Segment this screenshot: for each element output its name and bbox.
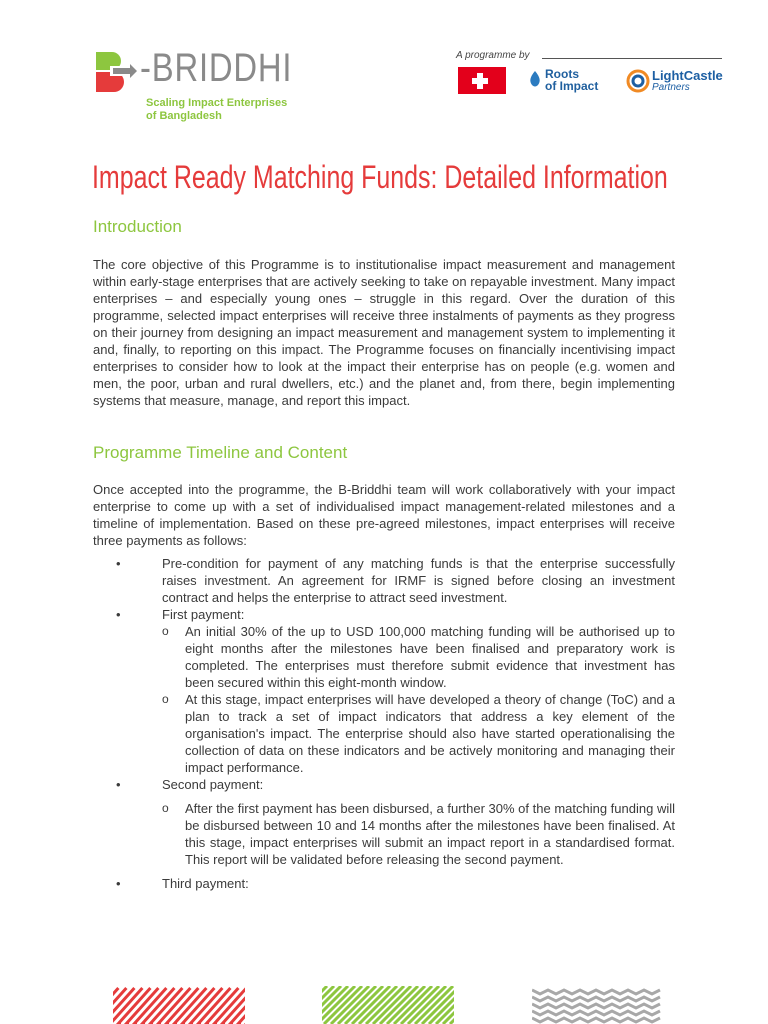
bullet-icon: • xyxy=(116,556,121,571)
b-briddhi-logo xyxy=(94,46,314,130)
list-item xyxy=(93,875,675,892)
zigzag-line xyxy=(532,1004,660,1008)
zigzag-line xyxy=(532,1018,660,1022)
green-stripe-pattern xyxy=(322,986,454,1024)
bullet-icon: • xyxy=(116,607,121,622)
sub-list-item-text: An initial 30% of the up to USD 100,000 matching funding will be authorised up to eight months after the milestones have been finalised and preparatory work is completed. The enterprises must therefore submit evidence that investment has been secured within this eight-month window. xyxy=(185,624,675,690)
list-item-text: Second payment: xyxy=(162,777,264,792)
roots-of-impact-name: Roots of Impact xyxy=(545,67,599,93)
zigzag-line xyxy=(532,997,660,1001)
list-item-text: Pre-condition for payment of any matching funds is that the enterprise successfully raises investment. An agreement for IRMF is signed before closing an investment contract and helps the enterprise to attract seed investment. xyxy=(162,556,675,605)
sub-bullet-icon: o xyxy=(162,801,169,815)
partner-logos xyxy=(456,50,724,100)
zigzag-line xyxy=(532,1011,660,1015)
sub-list-item xyxy=(162,623,675,691)
sub-list-item xyxy=(162,800,675,868)
programme-label: A programme by xyxy=(456,50,530,61)
swiss-logo xyxy=(458,67,506,94)
introduction-paragraph: The core objective of this Programme is to institutionalise impact measurement and management within early-stage enterprises that are actively seeking to take on repayable investment. Many impact enterprises – and especially young ones – struggle in this regard. Over the duration of this programme, selected impact enterprises will receive three instalments of payments as they progress on their journey from designing an impact measurement and management system to implementing it and, finally, to reporting on this impact. The Programme focuses on financially incentivising impact enterprises to consider how to look at the impact their enterprise has on people (e.g. women and men, the poor, urban and rural dwellers, etc.) and the planet and, from there, begin implementing systems that measure, manage, and report this impact. xyxy=(93,257,675,408)
divider xyxy=(542,58,722,59)
list-item-text: Third payment: xyxy=(162,876,249,891)
brand-b-arrow-icon xyxy=(94,50,140,92)
red-wave-pattern xyxy=(113,986,245,1024)
sub-list-item-text: After the first payment has been disbursed, a further 30% of the matching funding will be disbursed between 10 and 14 months after the milestones have been finalised. At this stage, impact enterprises will submit an impact report in a standardised format. This report will be validated before releasing the second payment. xyxy=(185,801,675,867)
list-item xyxy=(93,606,675,776)
sub-list-item xyxy=(162,691,675,776)
brand-tagline: Scaling Impact Enterprises of Bangladesh xyxy=(146,97,288,122)
list-item xyxy=(93,555,675,606)
sub-list xyxy=(93,623,675,776)
sub-bullet-icon: o xyxy=(162,692,169,706)
list-item-text: First payment: xyxy=(162,607,245,622)
list-item xyxy=(93,776,675,868)
page-title: Impact Ready Matching Funds: Detailed Information xyxy=(92,159,668,195)
sub-list xyxy=(93,800,675,868)
brand-name: -BRIDDHI xyxy=(140,46,293,90)
lightcastle-sub: Partners xyxy=(652,82,690,93)
timeline-heading: Programme Timeline and Content xyxy=(93,443,348,462)
roots-of-impact-icon xyxy=(528,70,542,88)
roots-of-impact-logo xyxy=(528,68,612,96)
lightcastle-logo xyxy=(626,68,724,96)
lightcastle-icon xyxy=(626,69,650,93)
bullet-icon: • xyxy=(116,777,121,792)
grey-zigzag-pattern xyxy=(532,986,664,1024)
timeline-paragraph: Once accepted into the programme, the B-Briddhi team will work collaboratively with your impact enterprise to come up with a set of individualised impact management-related milestones and a timeline of implementation. Based on these pre-agreed milestones, impact enterprises will receive three payments as follows: xyxy=(93,482,675,548)
zigzag-line xyxy=(532,990,660,994)
sub-list-item-text: At this stage, impact enterprises will have developed a theory of change (ToC) and a plan to track a set of impact indicators that address a key element of the organisation's impact. The enterprise should also have started operationalising the collection of data on these indicators and be actively monitoring and managing their impact performance. xyxy=(185,692,675,775)
introduction-heading: Introduction xyxy=(93,217,182,236)
sub-bullet-icon: o xyxy=(162,624,169,638)
bullet-icon: • xyxy=(116,876,121,891)
swiss-cross-icon xyxy=(458,67,506,94)
lightcastle-name: LightCastle xyxy=(652,68,723,83)
payment-list xyxy=(93,555,675,892)
